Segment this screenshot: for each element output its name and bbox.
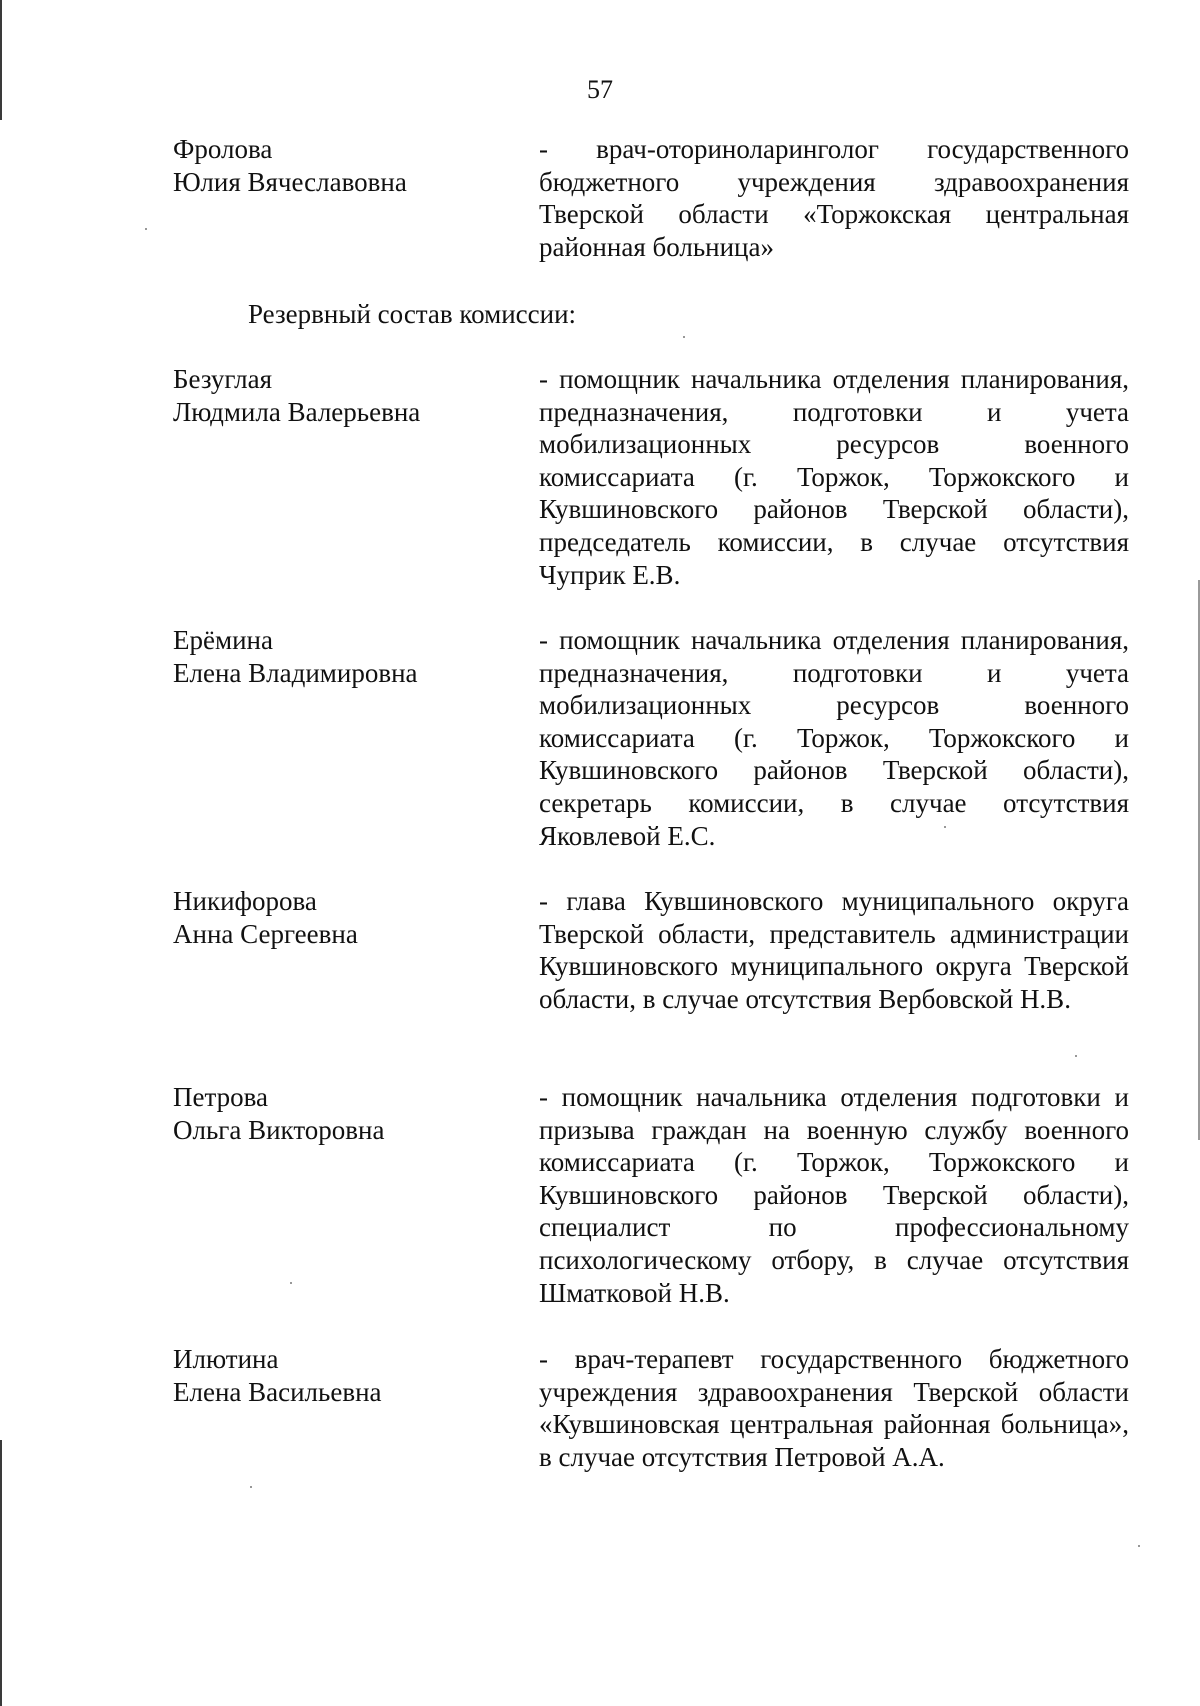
scan-speck (290, 1282, 292, 1284)
member-given-names: Елена Владимировна (173, 657, 418, 688)
member-surname: Илютина (173, 1344, 279, 1374)
member-role: - врач-терапевт государственного бюджетного учреждения здравоохранения Тверской области «Кувшиновская центральная районная больница», в случае отсутствия Петровой А.А. (539, 1344, 1129, 1472)
member-surname: Ерёмина (173, 625, 273, 655)
scan-speck (250, 1486, 252, 1488)
member-name (173, 885, 533, 950)
page-number: 57 (587, 75, 613, 104)
member-role: - помощник начальника отделения планирования, предназначения, подготовки и учета мобилизационных ресурсов военного комиссариата (г. Торжок, Торжокского и Кувшиновского районов Тверской области), председатель комиссии, в случае отсутствия Чуприк Е.В. (539, 364, 1129, 590)
member-role: - глава Кувшиновского муниципального округа Тверской области, представитель администрации Кувшиновского муниципального округа Тверской области, в случае отсутствия Вербовской Н.В. (539, 886, 1129, 1014)
member-role: - помощник начальника отделения планирования, предназначения, подготовки и учета мобилизационных ресурсов военного комиссариата (г. Торжок, Торжокского и Кувшиновского районов Тверской области), секретарь комиссии, в случае отсутствия Яковлевой Е.С. (539, 625, 1129, 851)
scan-speck (1138, 1545, 1140, 1547)
member-role: - врач-оториноларинголог государственного бюджетного учреждения здравоохранения Тверской области «Торжокская центральная районная больница» (539, 134, 1129, 262)
member-role: - помощник начальника отделения подготовки и призыва граждан на военную службу военного комиссариата (г. Торжок, Торжокского и Кувшиновского районов Тверской области), специалист по профессиональному психологическому отбору, в случае отсутствия Шматковой Н.В. (539, 1082, 1129, 1308)
member-given-names: Елена Васильевна (173, 1376, 382, 1407)
member-name (173, 624, 533, 689)
member-given-names: Юлия Вячеславовна (173, 166, 407, 197)
member-surname: Петрова (173, 1082, 268, 1112)
scan-speck (145, 228, 147, 230)
member-surname: Фролова (173, 134, 273, 164)
scan-speck (1075, 1055, 1077, 1057)
member-name (173, 1081, 533, 1146)
member-given-names: Анна Сергеевна (173, 918, 358, 949)
member-given-names: Людмила Валерьевна (173, 396, 421, 427)
section-heading-reserve: Резервный состав комиссии: (248, 299, 577, 329)
member-given-names: Ольга Викторовна (173, 1114, 385, 1145)
member-surname: Безуглая (173, 364, 272, 394)
scan-edge-left-lower (0, 1440, 2, 1706)
member-name (173, 133, 533, 198)
member-name (173, 363, 533, 428)
member-name (173, 1343, 533, 1408)
member-surname: Никифорова (173, 886, 317, 916)
scan-speck (683, 336, 685, 338)
